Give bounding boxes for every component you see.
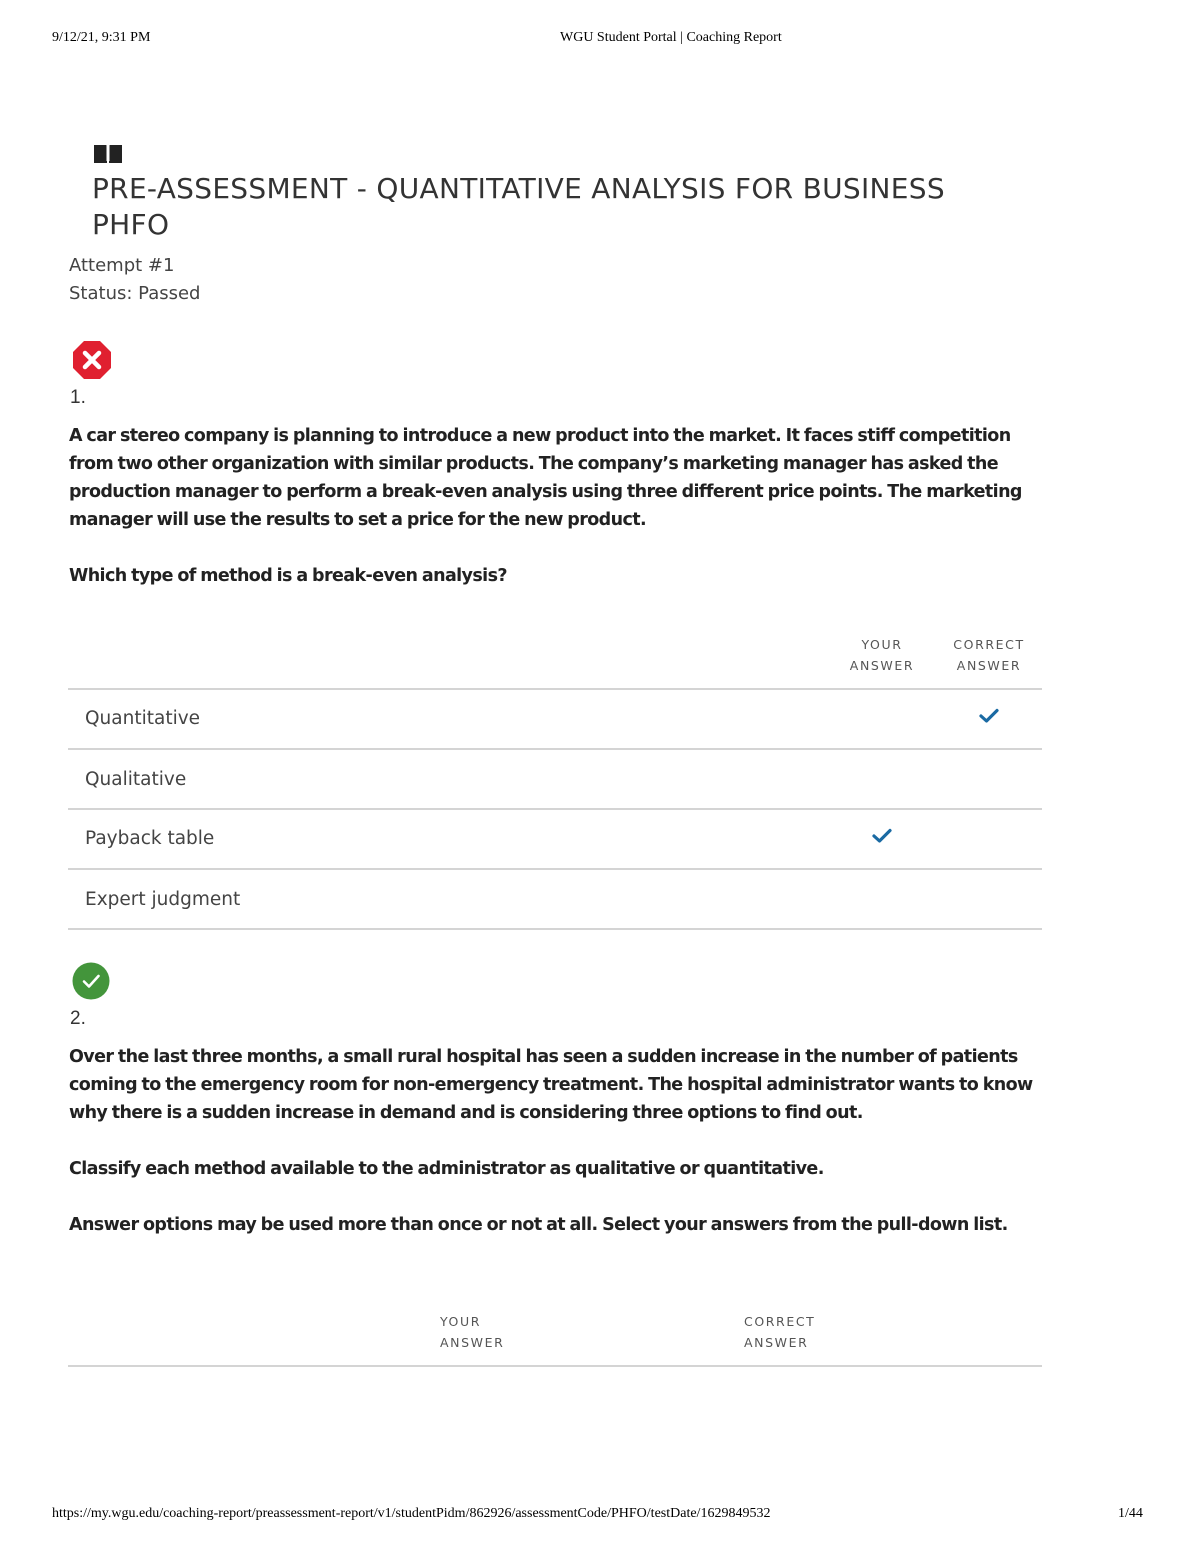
answer-option: Quantitative (85, 708, 201, 729)
correct-icon (72, 962, 110, 1000)
table-divider (68, 748, 1042, 750)
question-text-line: why there is a sudden increase in demand and is considering three options to find out. (69, 1103, 863, 1123)
your-answer-header (840, 634, 924, 676)
table-divider (68, 928, 1042, 930)
question-text-line: A car stereo company is planning to introduce a new product into the market. It faces stiff competition (69, 426, 1011, 446)
question-text-line: from two other organization with similar products. The company’s marketing manager has asked the (69, 454, 999, 474)
print-datetime: 9/12/21, 9:31 PM (52, 30, 151, 45)
your-answer-header (440, 1311, 504, 1353)
question-number: 1. (70, 387, 86, 408)
question-text (69, 1043, 1069, 1127)
header-line: CORRECT (953, 637, 1025, 652)
attempt-status: Status: Passed (69, 283, 201, 304)
book-icon (93, 143, 123, 165)
print-page-title: WGU Student Portal | Coaching Report (560, 30, 782, 45)
question-text-line: production manager to perform a break-even analysis using three different price points. The marketing (69, 482, 1022, 502)
header-line: YOUR (440, 1314, 482, 1329)
question-text (69, 422, 1069, 534)
question-prompt: Classify each method available to the administrator as qualitative or quantitative. (69, 1159, 824, 1179)
question-text-line: manager will use the results to set a price for the new product. (69, 510, 647, 530)
header-line: ANSWER (956, 658, 1022, 673)
question-prompt: Which type of method is a break-even analysis? (69, 566, 507, 586)
page-title-line2: PHFO (92, 208, 170, 241)
attempt-number: Attempt #1 (69, 255, 175, 276)
print-url: https://my.wgu.edu/coaching-report/preassessment-report/v1/studentPidm/862926/assessmentCode/PHFO/testDate/1629849532 (52, 1506, 771, 1521)
header-line: ANSWER (744, 1335, 809, 1350)
answer-option: Payback table (85, 828, 215, 849)
header-line: ANSWER (849, 658, 915, 673)
attempt-info (69, 252, 200, 308)
header-line: ANSWER (440, 1335, 505, 1350)
question-instructions: Answer options may be used more than once or not at all. Select your answers from the pull-down list. (69, 1215, 1008, 1235)
question-text-line: coming to the emergency room for non-emergency treatment. The hospital administrator wants to know (69, 1075, 1033, 1095)
table-divider (68, 1365, 1042, 1367)
correct-answer-check-icon (979, 708, 999, 729)
answer-option: Expert judgment (85, 889, 241, 910)
table-divider (68, 808, 1042, 810)
question-text-line: Over the last three months, a small rural hospital has seen a sudden increase in the number of patients (69, 1047, 1018, 1067)
header-line: YOUR (861, 637, 903, 652)
incorrect-icon (72, 340, 112, 380)
print-page-number: 1/44 (1118, 1506, 1143, 1521)
table-divider (68, 868, 1042, 870)
correct-answer-header (943, 634, 1035, 676)
table-divider (68, 688, 1042, 690)
page-title-line1: PRE-ASSESSMENT - QUANTITATIVE ANALYSIS FOR BUSINESS (92, 172, 945, 205)
correct-answer-header (744, 1311, 815, 1353)
page-title (92, 171, 1092, 243)
answer-option: Qualitative (85, 769, 187, 790)
your-answer-check-icon (872, 828, 892, 849)
header-line: CORRECT (744, 1314, 816, 1329)
question-number: 2. (70, 1008, 86, 1029)
